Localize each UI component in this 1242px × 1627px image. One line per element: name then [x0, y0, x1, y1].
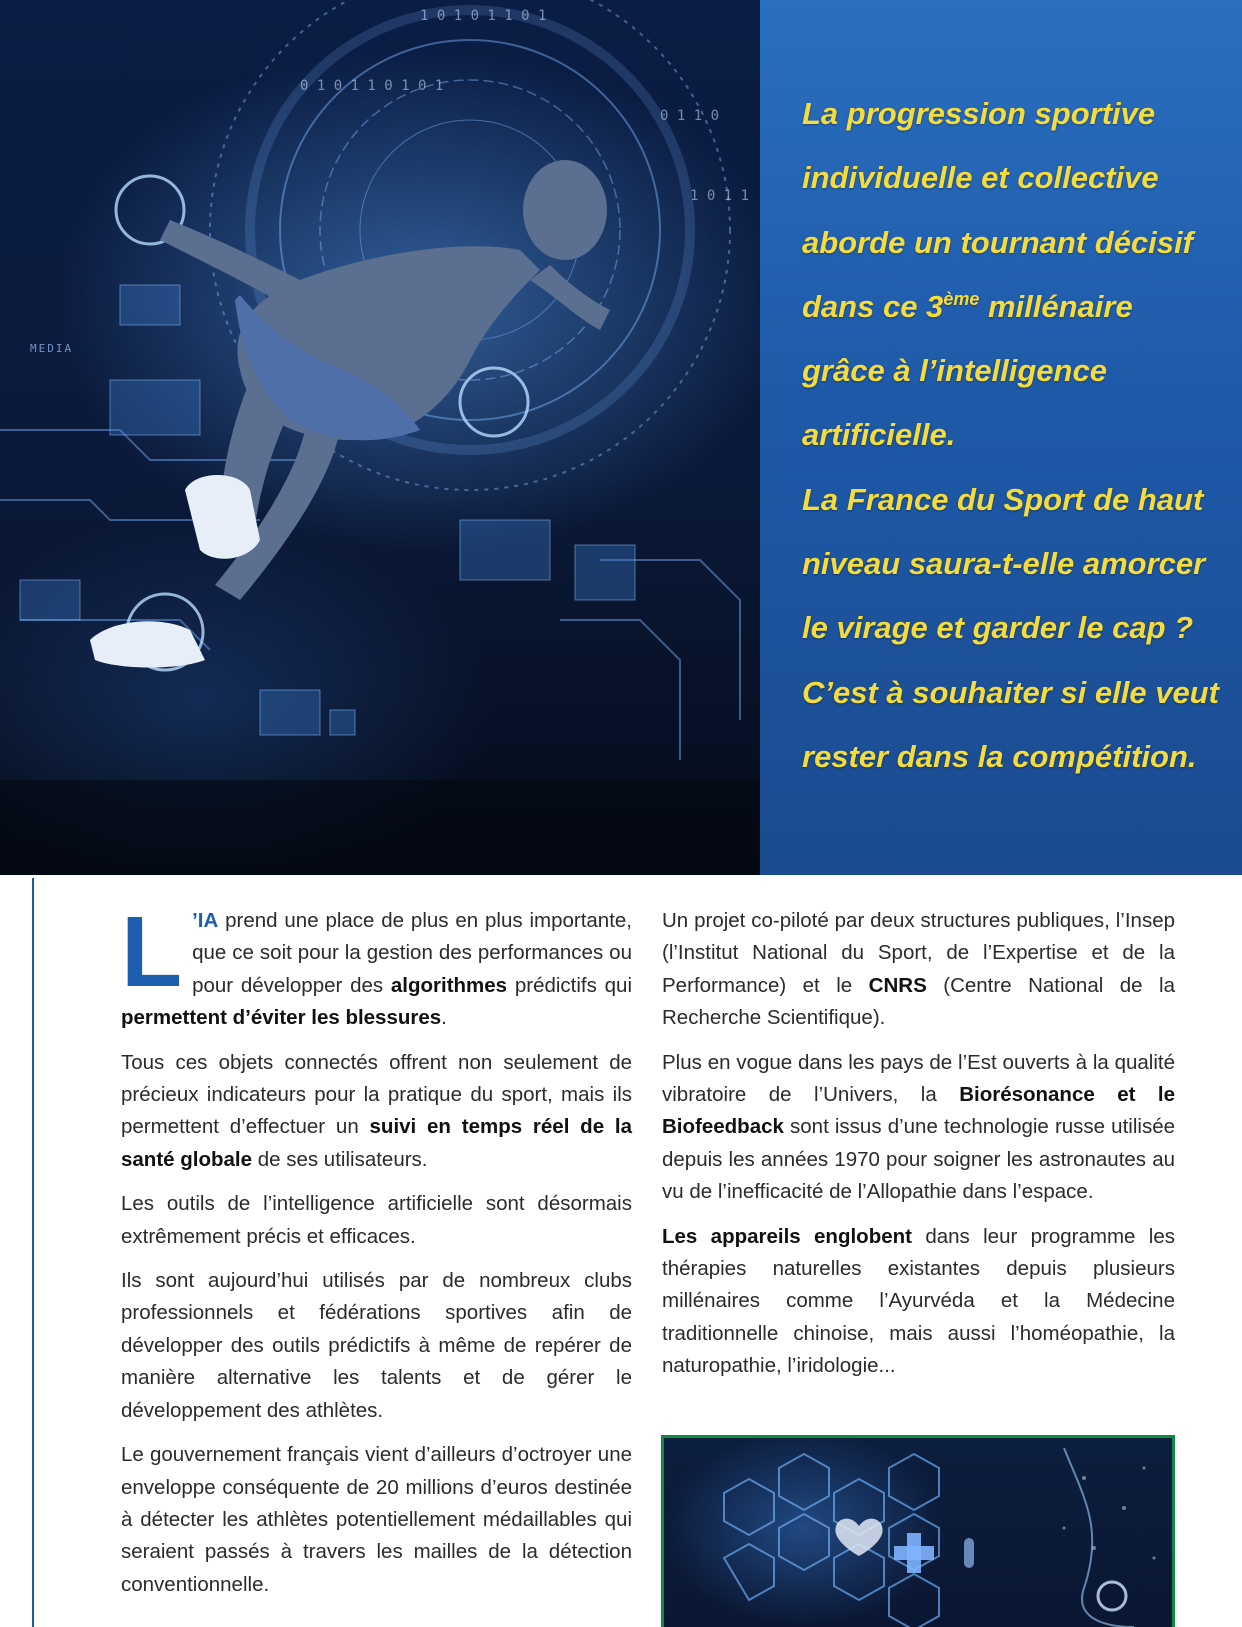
paragraph: Les outils de l’intelligence artificielle sont désormais extrêmement précis et efficaces. — [121, 1192, 632, 1248]
article-column-right — [662, 905, 1175, 1395]
hero-line: artificielle. — [802, 417, 956, 453]
hero-line: rester dans la compétition. — [802, 738, 1197, 774]
paragraph: Ils sont aujourd’hui utilisés par de nombreux clubs professionnels et fédérations sportives afin de développer des outils prédictifs à même de repérer de manière alternative les talents et de gérer le développement des athlètes. — [121, 1269, 632, 1422]
margin-rule — [32, 878, 34, 1627]
drop-cap: L — [121, 896, 183, 1008]
media-label: MEDIA — [30, 342, 74, 355]
article-column-left — [121, 896, 632, 1613]
svg-text:0 1 0 1 1 0 1 0 1: 0 1 0 1 1 0 1 0 1 — [300, 78, 444, 94]
paragraph: Le gouvernement français vient d’ailleurs d’octroyer une enveloppe conséquente de 20 millions d’euros destinée à détecter les athlètes potentiellement médaillables qui seraient passés à travers les mailles de la détection conventionnelle. — [121, 1443, 632, 1596]
svg-text:1 0 1 0 1 1 0 1: 1 0 1 0 1 1 0 1 — [420, 8, 547, 24]
hero-line: niveau saura-t-elle amorcer — [802, 546, 1206, 582]
svg-text:0 1 1 0: 0 1 1 0 — [660, 108, 720, 124]
paragraph: Un projet co-piloté par deux structures publiques, l’Insep (l’Institut National du Sport, de l’Expertise et de la Performance) et le CNRS (Centre National de la Recherche Scientifique). — [662, 909, 1175, 1030]
paragraph: Les appareils englobent dans leur programme les thérapies naturelles existantes depuis plusieurs millénaires comme l’Ayurvéda et la Médecine traditionnelle chinoise, mais aussi l’homéopathie, la naturopathie, l’iridologie... — [662, 1224, 1175, 1378]
hero-quote — [802, 82, 1232, 789]
paragraph: Tous ces objets connectés offrent non seulement de précieux indicateurs pour la pratique du sport, mais ils permettent d’effectuer un suivi en temps réel de la santé globale de ses utilisateurs. — [121, 1050, 632, 1171]
health-icons-illustration — [664, 1438, 1172, 1627]
hero-line: La progression sportive — [802, 96, 1156, 131]
hero-line: La France du Sport de haut — [802, 481, 1204, 517]
hero-line: individuelle et collective — [802, 160, 1159, 196]
paragraph: L ’IA prend une place de plus en plus importante, que ce soit pour la gestion des performances ou pour développer des algorithmes prédictifs qui permettent d’éviter les blessures. — [121, 896, 632, 1030]
hero-line: le virage et garder le cap ? — [802, 610, 1194, 646]
hero-line: aborde un tournant décisif — [802, 224, 1193, 260]
paragraph: Plus en vogue dans les pays de l’Est ouverts à la qualité vibratoire de l’Univers, la Biorésonance et le Biofeedback sont issus d’une technologie russe utilisée depuis les années 1970 pour soigner les astronautes au vu de l’inefficacité de l’Allopathie dans l’espace. — [662, 1050, 1175, 1204]
health-tech-image — [661, 1435, 1175, 1627]
hero-line: grâce à l’intelligence — [802, 353, 1107, 389]
svg-text:1 0 1 1: 1 0 1 1 — [690, 188, 750, 204]
hero-line: C’est à souhaiter si elle veut — [802, 674, 1219, 710]
heart-icon — [835, 1519, 882, 1556]
hero-line: dans ce 3ème millénaire — [802, 288, 1133, 324]
